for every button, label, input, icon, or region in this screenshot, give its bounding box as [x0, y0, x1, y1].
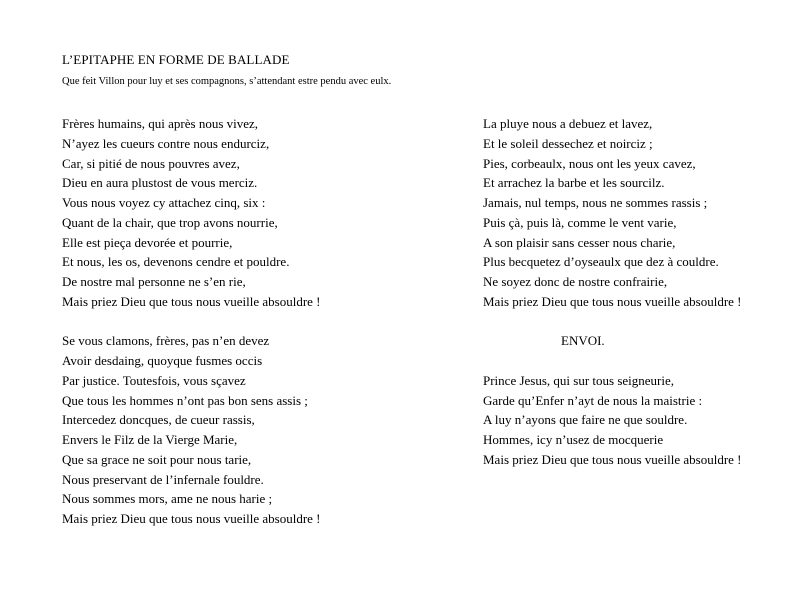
- verse-line: Car, si pitié de nous pouvres avez,: [62, 155, 240, 171]
- verse-line: Jamais, nul temps, nous ne sommes rassis ;: [483, 195, 708, 210]
- left-column: [62, 114, 392, 529]
- verse-line: Et arrachez la barbe et les sourcilz.: [483, 175, 665, 191]
- stanza-3: [483, 114, 783, 312]
- verse-line: Pies, corbeaulx, nous ont les yeux cavez,: [483, 155, 696, 171]
- verse-line: Se vous clamons, frères, pas n’en devez: [62, 333, 270, 349]
- verse-line: Dieu en aura plustost de vous merciz.: [62, 175, 258, 191]
- verse-line: Avoir desdaing, quoyque fusmes occis: [62, 353, 263, 368]
- verse-line: A luy n’ayons que faire ne que souldre.: [483, 412, 688, 428]
- verse-line: Intercedez doncques, de cueur rassis,: [62, 412, 255, 428]
- verse-line: Par justice. Toutesfois, vous sçavez: [62, 372, 246, 388]
- verse-line: Et le soleil dessechez et noirciz ;: [483, 135, 653, 151]
- envoi-stanza: [483, 371, 783, 470]
- verse-line: Que tous les hommes n’ont pas bon sens assis ;: [62, 392, 308, 408]
- verse-line: De nostre mal personne ne s’en rie,: [62, 274, 246, 289]
- verse-line: Que sa grace ne soit pour nous tarie,: [62, 451, 252, 467]
- page-subtitle: Que feit Villon pour luy et ses compagnons, s’attendant estre pendu avec eulx.: [62, 76, 392, 87]
- verse-line: Vous nous voyez cy attachez cinq, six :: [62, 195, 266, 210]
- stanza-2: [62, 331, 392, 529]
- verse-line: Envers le Filz de la Vierge Marie,: [62, 432, 238, 447]
- verse-line: Et nous, les os, devenons cendre et pouldre.: [62, 254, 290, 270]
- verse-line: La pluye nous a debuez et lavez,: [483, 116, 653, 131]
- envoi-heading: ENVOI.: [561, 333, 605, 349]
- refrain-line: Mais priez Dieu que tous nous vueille absouldre !: [62, 293, 321, 309]
- verse-line: Ne soyez donc de nostre confrairie,: [483, 274, 668, 289]
- refrain-line: Mais priez Dieu que tous nous vueille absouldre !: [483, 293, 742, 309]
- stanza-1: [62, 114, 392, 312]
- verse-line: Hommes, icy n’usez de mocquerie: [483, 432, 664, 447]
- envoi-heading-block: [483, 331, 783, 351]
- verse-line: Frères humains, qui après nous vivez,: [62, 116, 259, 131]
- verse-line: Prince Jesus, qui sur tous seigneurie,: [483, 372, 675, 388]
- page-title: L’EPITAPHE EN FORME DE BALLADE: [62, 52, 290, 67]
- verse-line: A son plaisir sans cesser nous charie,: [483, 234, 676, 250]
- verse-line: Nous sommes mors, ame ne nous harie ;: [62, 491, 273, 507]
- verse-line: Elle est pieça devorée et pourrie,: [62, 234, 233, 250]
- right-column: [483, 114, 783, 470]
- verse-line: Puis çà, puis là, comme le vent varie,: [483, 214, 677, 230]
- verse-line: N’ayez les cueurs contre nous endurciz,: [62, 135, 270, 151]
- verse-line: Plus becquetez d’oyseaulx que dez à couldre.: [483, 254, 719, 270]
- refrain-line: Mais priez Dieu que tous nous vueille absouldre !: [483, 451, 742, 467]
- verse-line: Nous preservant de l’infernale fouldre.: [62, 471, 264, 487]
- verse-line: Quant de la chair, que trop avons nourrie,: [62, 214, 278, 230]
- refrain-line: Mais priez Dieu que tous nous vueille absouldre !: [62, 511, 321, 526]
- verse-line: Garde qu’Enfer n’ayt de nous la maistrie :: [483, 392, 703, 408]
